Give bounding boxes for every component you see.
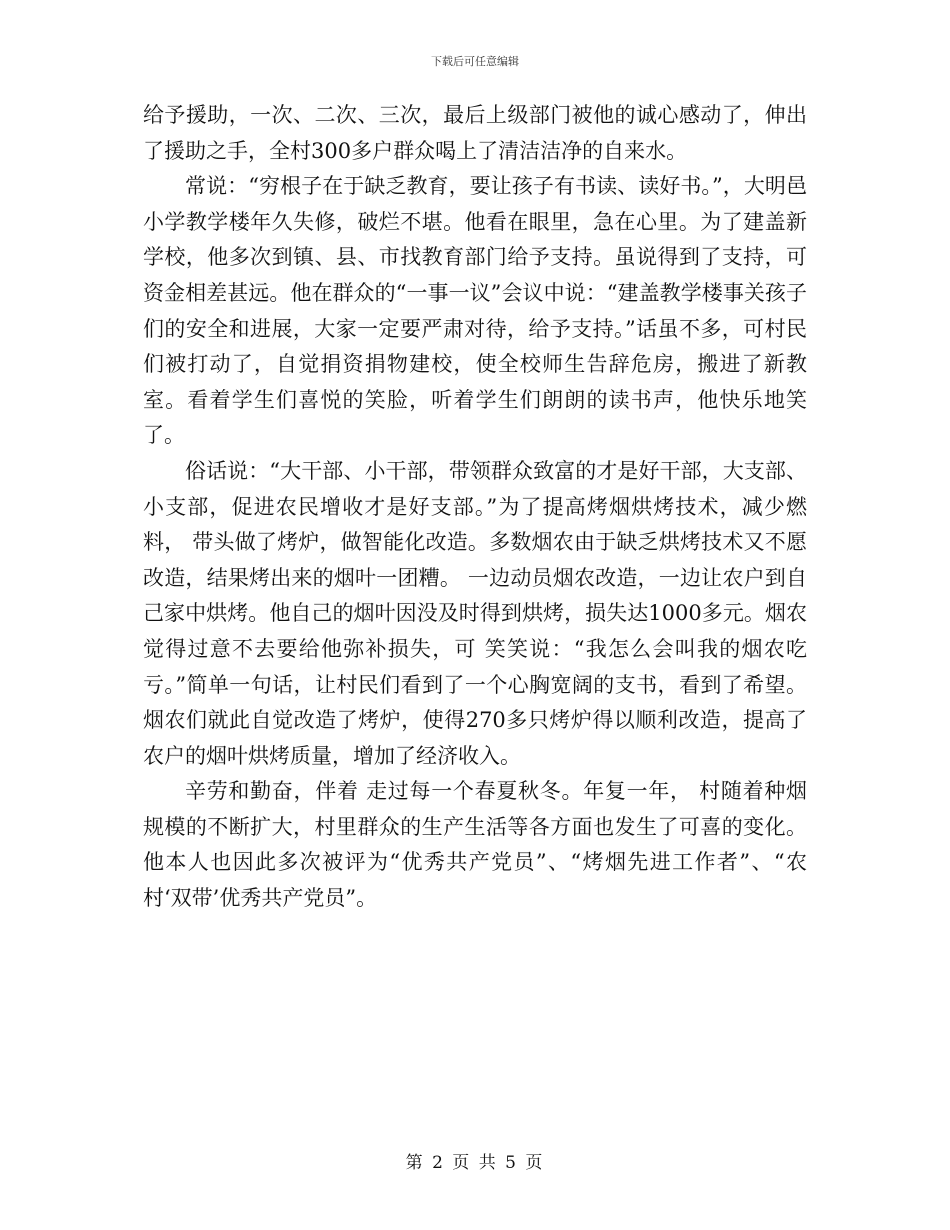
paragraph-4: 辛劳和勤奋，伴着 走过每一个春夏秋冬。年复一年， 村随着种烟规模的不断扩大，村里群众的生产生活等各方面也发生了可喜的变化。他本人也因此多次被评为“优秀共产党员”、“烤烟先进工作者”、“农村‘双带’优秀共产党员”。 bbox=[143, 779, 807, 911]
page-number-footer: 第 2 页 共 5 页 bbox=[405, 1153, 545, 1173]
paragraph-2: 常说：“穷根子在于缺乏教育，要让孩子有书读、读好书。”，大明邑小学教学楼年久失修，破烂不堪。他看在眼里，急在心里。为了建盖新学校，他多次到镇、县、市找教育部门给予支持。虽说得到了支持，可资金相差甚远。他在群众的“一事一议”会议中说：“建盖教学楼事关孩子们的安全和进展，大家一定要严肃对待，给予支持。”话虽不多，可村民们被打动了，自觉捐资捐物建校，使全校师生告辞危房，搬进了新教室。看着学生们喜悦的笑脸，听着学生们朗朗的读书声，他快乐地笑了。 bbox=[143, 174, 807, 448]
paragraph-3: 俗话说：“大干部、小干部，带领群众致富的才是好干部，大支部、小支部，促进农民增收才是好支部。”为了提高烤烟烘烤技术，减少燃料， 带头做了烤炉，做智能化改造。多数烟农由于缺乏烘烤技术又不愿改造，结果烤出来的烟叶一团糟。 一边动员烟农改造，一边让农户到自己家中烘烤。他自己的烟叶因没及时得到烘烤，损失达1000多元。烟农觉得过意不去要给他弥补损失，可 笑笑说：“我怎么会叫我的烟农吃亏。”简单一句话，让村民们看到了一个心胸宽阔的支书，看到了希望。烟农们就此自觉改造了烤炉，使得270多只烤炉得以顺利改造，提高了农户的烟叶烘烤质量，增加了经济收入。 bbox=[143, 458, 807, 768]
paragraph-1: 给予援助，一次、二次、三次，最后上级部门被他的诚心感动了，伸出了援助之手，全村300多户群众喝上了清洁洁净的自来水。 bbox=[143, 103, 807, 163]
page-header: 下载后可任意编辑 bbox=[431, 55, 519, 68]
document-body bbox=[143, 98, 807, 917]
